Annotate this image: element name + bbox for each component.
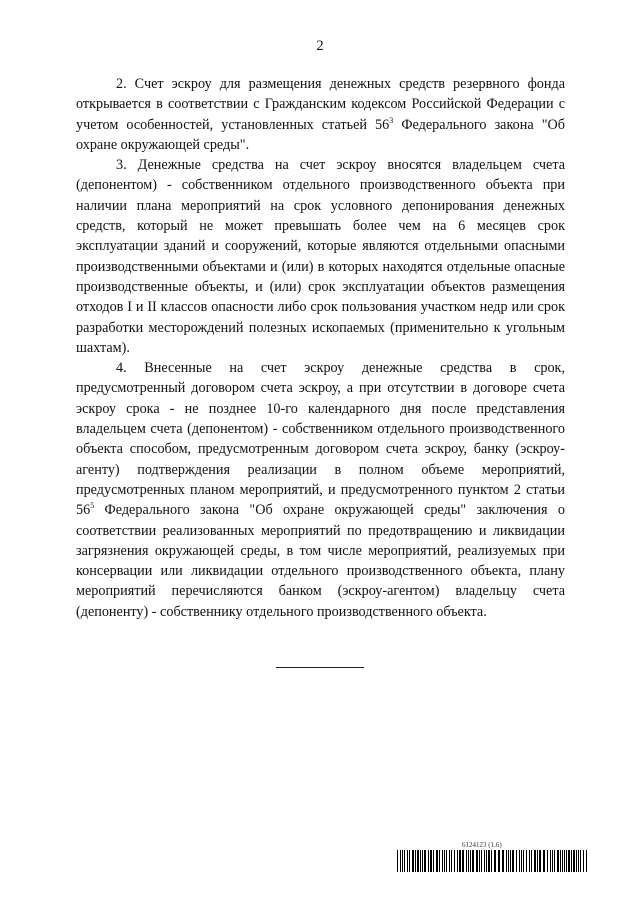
barcode-bar [526, 850, 527, 872]
barcode-bar [508, 850, 509, 872]
page-number: 2 [316, 38, 324, 54]
barcode-bar [506, 850, 507, 872]
barcode-bar [449, 850, 450, 872]
barcode [397, 850, 588, 872]
barcode-bar [472, 850, 474, 872]
barcode-bar [407, 850, 408, 872]
barcode-bar [519, 850, 520, 872]
barcode-bar [468, 850, 469, 872]
barcode-bar [439, 850, 440, 872]
barcode-bar [566, 850, 567, 872]
barcode-bar [568, 850, 570, 872]
barcode-bar [578, 850, 579, 872]
article-superscript: 5 [90, 501, 95, 511]
barcode-bar [583, 850, 584, 872]
barcode-bar [446, 850, 447, 872]
barcode-bar [523, 850, 524, 872]
barcode-bar [564, 850, 565, 872]
barcode-bar [576, 850, 577, 872]
document-body [76, 74, 565, 622]
barcode-bar [512, 850, 514, 872]
barcode-bar [539, 850, 541, 872]
barcode-bar [430, 850, 432, 872]
barcode-bar [494, 850, 496, 872]
barcode-bar [424, 850, 426, 872]
barcode-bar [498, 850, 500, 872]
barcode-bar [552, 850, 553, 872]
barcode-bar [476, 850, 478, 872]
barcode-bar [534, 850, 536, 872]
barcode-bar [547, 850, 548, 872]
barcode-bar [537, 850, 538, 872]
article-superscript: 3 [389, 115, 394, 125]
paragraph-2-text-end: Федерального закона "Об охране окружающей среды". [76, 116, 565, 153]
end-divider [276, 667, 364, 668]
barcode-bar [415, 850, 416, 872]
barcode-bar [580, 850, 581, 872]
barcode-bar [562, 850, 563, 872]
barcode-bar [442, 850, 443, 872]
barcode-bar [457, 850, 458, 872]
barcode-bar [486, 850, 487, 872]
barcode-bar [543, 850, 545, 872]
barcode-bar [402, 850, 403, 872]
barcode-bar [433, 850, 434, 872]
barcode-bar [412, 850, 414, 872]
barcode-bar [554, 850, 555, 872]
barcode-bar [529, 850, 530, 872]
barcode-bar [481, 850, 482, 872]
barcode-bar [466, 850, 467, 872]
barcode-bar [586, 850, 587, 872]
paragraph-3: 3. Денежные средства на счет эскроу вносятся владельцем счета (депонентом) - собственником отдельного производственного объекта при наличии плана мероприятий на срок условного депонирования денежных средств, который не может превышать более чем на 6 месяцев срок эксплуатации зданий и сооружений, которые являются отдельными опасными производственными объектами и (или) в которых находятся отдельные опасные производственные объекты, и (или) срок эксплуатации объектов размещения отходов I и II классов опасности либо срок пользования участком недр или срок разработки месторождений полезных ископаемых (применительно к угольным шахтам). [76, 157, 565, 356]
barcode-bar [409, 850, 410, 872]
barcode-bar [521, 850, 522, 872]
paragraph-4 [76, 358, 565, 622]
barcode-bar [428, 850, 429, 872]
barcode-bar [462, 850, 464, 872]
barcode-bar [488, 850, 490, 872]
paragraph-4-text: 4. Внесенные на счет эскроу денежные средства в срок, предусмотренный договором счета эскроу, а при отсутствии в договоре счета эскроу срока - не позднее 10-го календарного дня после представления владельцем счета (депонентом) - собственником отдельного производственного объекта способом, предусмотренным договором счета эскроу, банку (эскроу-агенту) подтверждения реализации в полном объеме мероприятий, предусмотренных планом мероприятий, и предусмотренного пунктом 2 статьи 56 [76, 360, 565, 519]
barcode-bar [451, 850, 452, 872]
barcode-bar [516, 850, 517, 872]
barcode-bar [470, 850, 471, 872]
barcode-bar [444, 850, 445, 872]
barcode-bar [560, 850, 561, 872]
barcode-bar [573, 850, 575, 872]
barcode-bar [550, 850, 551, 872]
barcode-bar [491, 850, 492, 872]
barcode-bar [454, 850, 455, 872]
paragraph-4-text-end: Федерального закона "Об охране окружающей среды" заключения о соответствии реализованных мероприятий по предотвращению и ликвидации загрязнения окружающей среды, в том числе мероприятий, реализуемых при консервации или ликвидации отдельного производственного объекта, плану мероприятий перечисляются банком (эскроу-агентом) владельцу счета (депоненту) - собственнику отдельного производственного объекта. [76, 502, 565, 620]
paragraph-2 [76, 74, 565, 155]
barcode-bar [397, 850, 398, 872]
barcode-bar [417, 850, 419, 872]
barcode-bar [502, 850, 504, 872]
barcode-bar [571, 850, 572, 872]
barcode-bar [479, 850, 480, 872]
barcode-bar [422, 850, 423, 872]
barcode-bar [531, 850, 532, 872]
barcode-bar [557, 850, 559, 872]
barcode-bar [484, 850, 485, 872]
barcode-bar [459, 850, 461, 872]
barcode-bar [420, 850, 421, 872]
barcode-bar [510, 850, 511, 872]
barcode-bar [400, 850, 401, 872]
barcode-bar [404, 850, 405, 872]
document-code: 6124123 (1.6) [462, 841, 502, 849]
paragraph-2-text: 2. Счет эскроу для размещения денежных средств резервного фонда открывается в соответствии с Гражданским кодексом Российской Федерации с учетом особенностей, установленных статьей 56 [76, 76, 565, 133]
barcode-bar [436, 850, 438, 872]
